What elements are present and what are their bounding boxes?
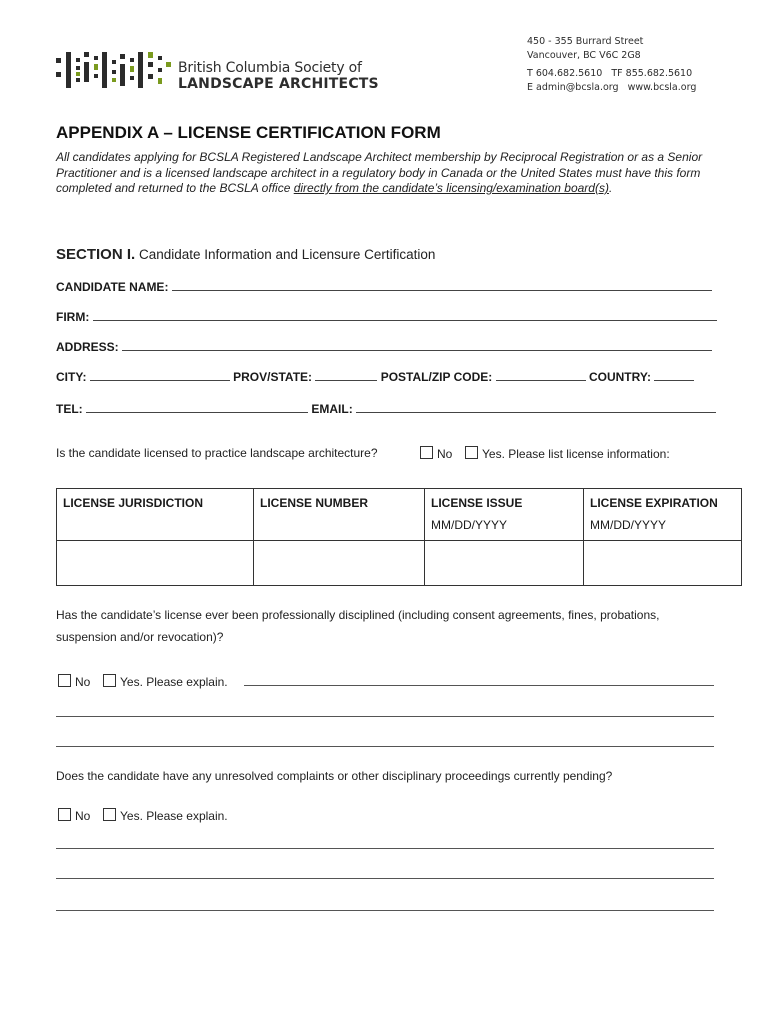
prov-state-label: PROV/STATE: — [233, 370, 313, 384]
disciplined-no-label: No — [75, 675, 91, 689]
issue-header: LICENSE ISSUE — [431, 496, 523, 510]
intro-text: All candidates applying for BCSLA Registered Landscape Architect membership by Reciprocal Registration or as a Senior Practitioner and is a licensed landscape architect in a regulatory body in Canada or the United States must have this form completed and returned to the BCSLA office — [56, 150, 703, 195]
org-name-line2: LANDSCAPE ARCHITECTS — [178, 76, 379, 92]
licensed-no-label: No — [437, 447, 453, 461]
disciplined-yes-label: Yes. Please explain. — [120, 675, 228, 689]
number-header: LICENSE NUMBER — [260, 496, 369, 510]
section-label: SECTION I. — [56, 246, 136, 263]
col-jurisdiction — [57, 489, 254, 541]
city-row — [56, 369, 694, 384]
complaints-question: Does the candidate have any unresolved complaints or other disciplinary proceedings currently pending? — [56, 769, 613, 783]
expiration-format: MM/DD/YYYY — [590, 518, 667, 532]
contact-email: E admin@bcsla.org — [527, 82, 619, 93]
complaints-no-label: No — [75, 809, 91, 823]
country-label: COUNTRY: — [588, 370, 651, 384]
table-row — [57, 541, 742, 586]
email-label: EMAIL: — [311, 402, 353, 416]
disciplined-question-line2: suspension and/or revocation)? — [56, 630, 224, 644]
address-label: ADDRESS: — [56, 340, 119, 354]
email-input[interactable] — [356, 401, 716, 413]
city-input[interactable] — [90, 369, 230, 381]
disciplined-explain-line-3[interactable] — [56, 746, 714, 747]
complaints-explain-line-3[interactable] — [56, 910, 714, 911]
issue-cell[interactable] — [425, 541, 584, 586]
tel-email-row — [56, 401, 716, 416]
bcsla-logo-icon — [56, 52, 174, 90]
firm-input[interactable] — [93, 309, 717, 321]
tel-input[interactable] — [86, 401, 308, 413]
intro-end: . — [608, 181, 613, 195]
intro-paragraph — [56, 150, 706, 197]
issue-format: MM/DD/YYYY — [431, 518, 508, 532]
col-number — [254, 489, 425, 541]
licensed-no-option[interactable] — [420, 446, 452, 461]
postal-input[interactable] — [496, 369, 586, 381]
licensed-yes-option[interactable] — [465, 446, 670, 461]
disciplined-yes-checkbox[interactable] — [103, 674, 116, 687]
complaints-no-option[interactable] — [58, 808, 90, 823]
licensed-yes-checkbox[interactable] — [465, 446, 478, 459]
candidate-name-label: CANDIDATE NAME: — [56, 280, 169, 294]
col-issue — [425, 489, 584, 541]
candidate-name-row — [56, 279, 712, 294]
city-label: CITY: — [56, 370, 87, 384]
address-line2: Vancouver, BC V6C 2G8 — [527, 50, 641, 61]
jurisdiction-header: LICENSE JURISDICTION — [63, 496, 204, 510]
fax: TF 855.682.5610 — [611, 68, 693, 79]
col-expiration — [584, 489, 742, 541]
form-title: APPENDIX A – LICENSE CERTIFICATION FORM — [56, 123, 441, 142]
expiration-header: LICENSE EXPIRATION — [590, 496, 718, 510]
intro-underlined: directly from the candidate’s licensing/examination board(s) — [293, 181, 609, 195]
address-input[interactable] — [122, 339, 712, 351]
firm-label: FIRM: — [56, 310, 90, 324]
complaints-yes-checkbox[interactable] — [103, 808, 116, 821]
phone-fax — [527, 68, 692, 79]
postal-label: POSTAL/ZIP CODE: — [380, 370, 493, 384]
disciplined-no-checkbox[interactable] — [58, 674, 71, 687]
tel-label: TEL: — [56, 402, 83, 416]
candidate-name-input[interactable] — [172, 279, 712, 291]
disciplined-explain-line-1[interactable] — [244, 674, 714, 686]
phone: T 604.682.5610 — [527, 68, 603, 79]
disciplined-explain-line-2[interactable] — [56, 716, 714, 717]
complaints-yes-label: Yes. Please explain. — [120, 809, 228, 823]
address-row — [56, 339, 712, 354]
disciplined-question-line1: Has the candidate’s license ever been professionally disciplined (including consent agreements, fines, probations, — [56, 608, 660, 622]
licensed-no-checkbox[interactable] — [420, 446, 433, 459]
complaints-explain-line-2[interactable] — [56, 878, 714, 879]
org-name-line1: British Columbia Society of — [178, 60, 362, 76]
expiration-cell[interactable] — [584, 541, 742, 586]
complaints-no-checkbox[interactable] — [58, 808, 71, 821]
prov-state-input[interactable] — [315, 369, 377, 381]
section-heading — [56, 246, 435, 263]
license-table — [56, 488, 742, 586]
licensed-yes-label: Yes. Please list license information: — [482, 447, 670, 461]
email-web — [527, 82, 696, 93]
country-input[interactable] — [654, 369, 694, 381]
address-line1: 450 - 355 Burrard Street — [527, 36, 644, 47]
complaints-explain-line-1[interactable] — [56, 848, 714, 849]
disciplined-yes-option[interactable] — [103, 674, 228, 689]
website: www.bcsla.org — [627, 82, 697, 93]
number-cell[interactable] — [254, 541, 425, 586]
license-table-header — [57, 489, 742, 541]
disciplined-no-option[interactable] — [58, 674, 90, 689]
jurisdiction-cell[interactable] — [57, 541, 254, 586]
licensed-question: Is the candidate licensed to practice landscape architecture? — [56, 446, 378, 460]
section-title: Candidate Information and Licensure Certification — [138, 247, 436, 262]
firm-row — [56, 309, 717, 324]
complaints-yes-option[interactable] — [103, 808, 228, 823]
